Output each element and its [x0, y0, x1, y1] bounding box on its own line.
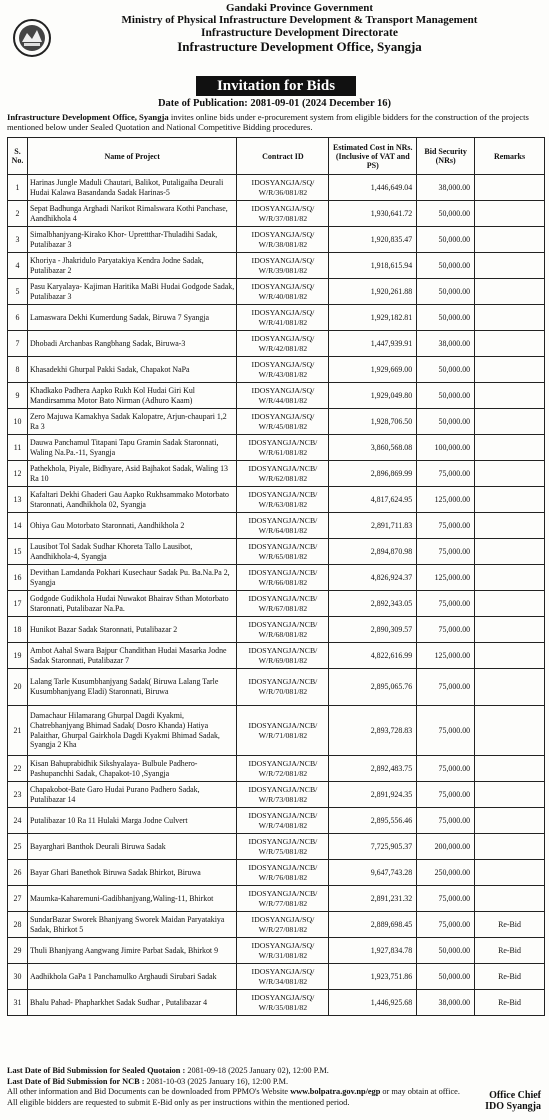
table-row	[8, 782, 545, 808]
cell-estimated-cost: 1,918,615.94	[329, 253, 417, 279]
notice-title-banner: Invitation for Bids	[196, 76, 356, 96]
cell-estimated-cost: 2,892,343.05	[329, 591, 417, 617]
cell-project-name: Aadhikhola GaPa 1 Panchamulko Arghaudi Sirubari Sadak	[27, 964, 236, 990]
ministry-name: Ministry of Physical Infrastructure Development & Transport Management	[121, 14, 478, 27]
cell-estimated-cost: 1,920,835.47	[329, 227, 417, 253]
download-info-text: All other information and Bid Documents can be downloaded from PPMO's Website	[7, 1087, 291, 1096]
table-row	[8, 279, 545, 305]
cell-remarks: Re-Bid	[475, 938, 545, 964]
table-row	[8, 227, 545, 253]
cell-remarks	[475, 175, 545, 201]
cell-project-name: SundarBazar Sworek Bhanjyang Sworek Maidan Paryatakiya Sadak, Bhirkot 5	[27, 912, 236, 938]
cell-estimated-cost: 1,929,669.00	[329, 357, 417, 383]
table-row	[8, 990, 545, 1016]
table-row	[8, 912, 545, 938]
cell-bid-security: 75,000.00	[417, 756, 475, 782]
cell-remarks	[475, 227, 545, 253]
table-row	[8, 886, 545, 912]
egp-website-link[interactable]: www.bolpatra.gov.np/egp	[290, 1087, 381, 1096]
signatory-title: Office Chief	[489, 1090, 541, 1101]
cell-estimated-cost: 2,891,924.35	[329, 782, 417, 808]
cell-remarks	[475, 383, 545, 409]
cell-estimated-cost: 1,929,049.80	[329, 383, 417, 409]
cell-bid-security: 38,000.00	[417, 175, 475, 201]
sq-deadline-label: Last Date of Bid Submission for Sealed Quotaion :	[7, 1066, 186, 1075]
cell-sno: 12	[8, 461, 28, 487]
cell-estimated-cost: 2,895,065.76	[329, 669, 417, 706]
table-row	[8, 409, 545, 435]
cell-estimated-cost: 7,725,905.37	[329, 834, 417, 860]
table-row	[8, 964, 545, 990]
cell-contract-id: IDOSYANGJA/NCB/ W/R/69/081/82	[237, 643, 329, 669]
cell-bid-security: 50,000.00	[417, 227, 475, 253]
cell-contract-id: IDOSYANGJA/NCB/ W/R/70/081/82	[237, 669, 329, 706]
cell-project-name: Khasadekhi Ghurpal Pakki Sadak, Chapakot NaPa	[27, 357, 236, 383]
cell-sno: 22	[8, 756, 28, 782]
signature-block	[485, 1090, 541, 1112]
header-contract-id: Contract ID	[237, 138, 329, 175]
cell-bid-security: 75,000.00	[417, 912, 475, 938]
cell-remarks	[475, 279, 545, 305]
intro-paragraph	[7, 112, 545, 132]
cell-remarks	[475, 435, 545, 461]
cell-contract-id: IDOSYANGJA/SQ/ W/R/45/081/82	[237, 409, 329, 435]
footer-notes	[7, 1066, 545, 1108]
table-row	[8, 643, 545, 669]
cell-bid-security: 50,000.00	[417, 201, 475, 227]
cell-remarks	[475, 669, 545, 706]
table-row	[8, 706, 545, 756]
cell-sno: 11	[8, 435, 28, 461]
cell-remarks	[475, 487, 545, 513]
cell-remarks	[475, 860, 545, 886]
cell-project-name: Godgode Gudikhola Hudai Nuwakot Bhairav Sthan Motorbato Staronnati, Putalibazar Na.Pa.	[27, 591, 236, 617]
table-row	[8, 253, 545, 279]
cell-remarks	[475, 591, 545, 617]
cell-sno: 30	[8, 964, 28, 990]
table-row	[8, 808, 545, 834]
cell-bid-security: 100,000.00	[417, 435, 475, 461]
cell-project-name: Simalbhanjyang-Kirako Khor- Uprettthar-Thuladihi Sadak, Putalibazar 3	[27, 227, 236, 253]
cell-estimated-cost: 9,647,743.28	[329, 860, 417, 886]
ncb-deadline-value: 2081-10-03 (2025 January 16), 12:00 P.M.	[144, 1076, 289, 1086]
cell-sno: 14	[8, 513, 28, 539]
cell-sno: 28	[8, 912, 28, 938]
table-row	[8, 175, 545, 201]
cell-estimated-cost: 1,920,261.88	[329, 279, 417, 305]
cell-remarks	[475, 834, 545, 860]
cell-remarks: Re-Bid	[475, 964, 545, 990]
cell-contract-id: IDOSYANGJA/SQ/ W/R/37/081/82	[237, 201, 329, 227]
table-row	[8, 669, 545, 706]
table-row	[8, 435, 545, 461]
download-info-suffix: or may obtain at office.	[380, 1087, 460, 1096]
cell-project-name: Dhobadi Archanbas Rangbhang Sadak, Biruwa-3	[27, 331, 236, 357]
cell-remarks	[475, 539, 545, 565]
cell-bid-security: 75,000.00	[417, 617, 475, 643]
cell-contract-id: IDOSYANGJA/NCB/ W/R/76/081/82	[237, 860, 329, 886]
cell-estimated-cost: 4,826,924.37	[329, 565, 417, 591]
cell-remarks	[475, 409, 545, 435]
table-row	[8, 461, 545, 487]
government-name: Gandaki Province Government	[225, 2, 374, 14]
cell-project-name: Damachaur Hilamarang Ghurpal Dagdi Kyakmi, Chatrebhanjyang Bhimad Sadak( Dosro Khanda) Hatiya Palaithar, Ghurpal Gairkhola Dagdi Kyakmi Bhimad Sadak, Syangja 2 Kha	[27, 706, 236, 756]
cell-remarks: Re-Bid	[475, 990, 545, 1016]
cell-sno: 6	[8, 305, 28, 331]
cell-remarks	[475, 565, 545, 591]
cell-bid-security: 125,000.00	[417, 487, 475, 513]
header-project-name: Name of Project	[27, 138, 236, 175]
cell-estimated-cost: 2,891,711.83	[329, 513, 417, 539]
cell-contract-id: IDOSYANGJA/SQ/ W/R/36/081/82	[237, 175, 329, 201]
cell-project-name: Khoriya - Jhakridulo Paryatakiya Kendra Jodne Sadak, Putalibazar 2	[27, 253, 236, 279]
cell-bid-security: 75,000.00	[417, 461, 475, 487]
cell-bid-security: 75,000.00	[417, 886, 475, 912]
cell-sno: 2	[8, 201, 28, 227]
cell-sno: 13	[8, 487, 28, 513]
cell-sno: 23	[8, 782, 28, 808]
table-row	[8, 860, 545, 886]
cell-remarks	[475, 756, 545, 782]
sq-deadline-value: 2081-09-18 (2025 January 02), 12:00 P.M.	[185, 1066, 329, 1075]
cell-remarks	[475, 782, 545, 808]
cell-project-name: Bayar Ghari Banethok Biruwa Sadak Bhirkot, Biruwa	[27, 860, 236, 886]
cell-contract-id: IDOSYANGJA/NCB/ W/R/75/081/82	[237, 834, 329, 860]
cell-contract-id: IDOSYANGJA/SQ/ W/R/38/081/82	[237, 227, 329, 253]
cell-contract-id: IDOSYANGJA/NCB/ W/R/63/081/82	[237, 487, 329, 513]
cell-contract-id: IDOSYANGJA/NCB/ W/R/62/081/82	[237, 461, 329, 487]
publication-date: Date of Publication: 2081-09-01 (2024 December 16)	[157, 98, 392, 109]
cell-sno: 31	[8, 990, 28, 1016]
cell-project-name: Bhalu Pahad- Phapharkhet Sadak Sudhar , Putalibazar 4	[27, 990, 236, 1016]
cell-project-name: Chapakobot-Bate Garo Hudai Purano Padhero Sadak, Putalibazar 14	[27, 782, 236, 808]
cell-sno: 10	[8, 409, 28, 435]
cell-project-name: Kisan Bahuprabidhik Sikshyalaya- Bulbule Padhero-Pashupanchhi Sadak, Chapakot-10 ,Syangja	[27, 756, 236, 782]
cell-estimated-cost: 3,860,568.08	[329, 435, 417, 461]
cell-estimated-cost: 1,930,641.72	[329, 201, 417, 227]
cell-estimated-cost: 1,929,182.81	[329, 305, 417, 331]
cell-bid-security: 75,000.00	[417, 782, 475, 808]
cell-estimated-cost: 2,891,231.32	[329, 886, 417, 912]
cell-estimated-cost: 2,889,698.45	[329, 912, 417, 938]
cell-bid-security: 75,000.00	[417, 539, 475, 565]
table-row	[8, 617, 545, 643]
intro-organization: Infrastructure Development Office, Syangja	[7, 112, 169, 122]
cell-estimated-cost: 1,923,751.86	[329, 964, 417, 990]
cell-remarks	[475, 253, 545, 279]
table-header-row	[8, 138, 545, 175]
cell-sno: 4	[8, 253, 28, 279]
cell-remarks: Re-Bid	[475, 912, 545, 938]
cell-remarks	[475, 305, 545, 331]
table-row	[8, 331, 545, 357]
cell-sno: 27	[8, 886, 28, 912]
signatory-office: IDO Syangja	[485, 1101, 541, 1112]
table-row	[8, 487, 545, 513]
cell-estimated-cost: 4,817,624.95	[329, 487, 417, 513]
cell-estimated-cost: 4,822,616.99	[329, 643, 417, 669]
projects-table	[7, 137, 545, 1016]
cell-bid-security: 125,000.00	[417, 643, 475, 669]
cell-contract-id: IDOSYANGJA/SQ/ W/R/40/081/82	[237, 279, 329, 305]
cell-estimated-cost: 1,928,706.50	[329, 409, 417, 435]
cell-project-name: Thuli Bhanjyang Aangwang Jimire Parbat Sadak, Bhirkot 9	[27, 938, 236, 964]
cell-contract-id: IDOSYANGJA/NCB/ W/R/68/081/82	[237, 617, 329, 643]
cell-estimated-cost: 1,446,649.04	[329, 175, 417, 201]
cell-bid-security: 50,000.00	[417, 383, 475, 409]
cell-project-name: Ambot Aahal Swara Bajpur Chandithan Hudai Masarka Jodne Sadak Staronnati, Putalibazar 7	[27, 643, 236, 669]
cell-estimated-cost: 2,892,483.75	[329, 756, 417, 782]
cell-bid-security: 75,000.00	[417, 706, 475, 756]
cell-sno: 8	[8, 357, 28, 383]
cell-project-name: Lalang Tarle Kusumbhanjyang Sadak( Biruwa Lalang Tarle Kusumbhanjyang Eladi) Staronnati, Biruwa	[27, 669, 236, 706]
cell-contract-id: IDOSYANGJA/NCB/ W/R/77/081/82	[237, 886, 329, 912]
government-emblem-logo	[12, 18, 52, 58]
cell-contract-id: IDOSYANGJA/NCB/ W/R/71/081/82	[237, 706, 329, 756]
cell-sno: 15	[8, 539, 28, 565]
cell-contract-id: IDOSYANGJA/NCB/ W/R/74/081/82	[237, 808, 329, 834]
cell-project-name: Bayarghari Banthok Deurali Biruwa Sadak	[27, 834, 236, 860]
cell-bid-security: 250,000.00	[417, 860, 475, 886]
cell-bid-security: 125,000.00	[417, 565, 475, 591]
cell-bid-security: 200,000.00	[417, 834, 475, 860]
table-row	[8, 938, 545, 964]
cell-bid-security: 50,000.00	[417, 305, 475, 331]
cell-remarks	[475, 331, 545, 357]
cell-estimated-cost: 2,896,869.99	[329, 461, 417, 487]
table-row	[8, 383, 545, 409]
cell-bid-security: 38,000.00	[417, 990, 475, 1016]
cell-contract-id: IDOSYANGJA/NCB/ W/R/64/081/82	[237, 513, 329, 539]
cell-project-name: Maumka-Kaharemuni-Gadibhanjyang,Waling-11, Bhirkot	[27, 886, 236, 912]
cell-bid-security: 38,000.00	[417, 331, 475, 357]
cell-project-name: Dauwa Panchamul Titapani Tapu Gramin Sadak Staronnati, Waling Na.Pa.-11, Syangja	[27, 435, 236, 461]
cell-estimated-cost: 1,927,834.78	[329, 938, 417, 964]
cell-bid-security: 50,000.00	[417, 279, 475, 305]
table-row	[8, 756, 545, 782]
cell-project-name: Lamaswara Dekhi Kumerdung Sadak, Biruwa 7 Syangja	[27, 305, 236, 331]
download-info	[7, 1087, 545, 1098]
cell-contract-id: IDOSYANGJA/SQ/ W/R/31/081/82	[237, 938, 329, 964]
cell-contract-id: IDOSYANGJA/SQ/ W/R/44/081/82	[237, 383, 329, 409]
cell-contract-id: IDOSYANGJA/NCB/ W/R/72/081/82	[237, 756, 329, 782]
cell-remarks	[475, 886, 545, 912]
cell-project-name: Harinas Jungle Maduli Chautari, Balikot, Putaligaiha Deurali Hudai Kalawa Basandanda Sadak Harinas-5	[27, 175, 236, 201]
cell-contract-id: IDOSYANGJA/NCB/ W/R/67/081/82	[237, 591, 329, 617]
cell-project-name: Pathekhola, Piyale, Bidhyare, Asid Bajhakot Sadak, Waling 13 Ra 10	[27, 461, 236, 487]
letterhead	[60, 2, 539, 54]
cell-contract-id: IDOSYANGJA/SQ/ W/R/34/081/82	[237, 964, 329, 990]
cell-sno: 9	[8, 383, 28, 409]
cell-bid-security: 75,000.00	[417, 591, 475, 617]
table-row	[8, 591, 545, 617]
table-row	[8, 305, 545, 331]
cell-contract-id: IDOSYANGJA/SQ/ W/R/27/081/82	[237, 912, 329, 938]
cell-remarks	[475, 706, 545, 756]
cell-contract-id: IDOSYANGJA/NCB/ W/R/65/081/82	[237, 539, 329, 565]
cell-sno: 29	[8, 938, 28, 964]
cell-project-name: Putalibazar 10 Ra 11 Hulaki Marga Jodne Culvert	[27, 808, 236, 834]
cell-remarks	[475, 808, 545, 834]
cell-contract-id: IDOSYANGJA/SQ/ W/R/42/081/82	[237, 331, 329, 357]
directorate-name: Infrastructure Development Directorate	[201, 26, 398, 39]
cell-estimated-cost: 1,447,939.91	[329, 331, 417, 357]
cell-remarks	[475, 461, 545, 487]
cell-estimated-cost: 1,446,925.68	[329, 990, 417, 1016]
cell-project-name: Lausibot Tol Sadak Sudhar Khoreta Tallo Lausibot, Aandhikhola-4, Syangja	[27, 539, 236, 565]
cell-project-name: Devithan Lamdanda Pokhari Kusechaur Sadak Pu. Ba.Na.Pa 2, Syangja	[27, 565, 236, 591]
cell-contract-id: IDOSYANGJA/SQ/ W/R/43/081/82	[237, 357, 329, 383]
cell-project-name: Pasu Karyalaya- Kajiman Haritika MaBi Hudai Godgode Sadak, Putalibazar 3	[27, 279, 236, 305]
cell-bid-security: 75,000.00	[417, 513, 475, 539]
cell-sno: 18	[8, 617, 28, 643]
cell-contract-id: IDOSYANGJA/SQ/ W/R/39/081/82	[237, 253, 329, 279]
cell-estimated-cost: 2,890,309.57	[329, 617, 417, 643]
cell-remarks	[475, 513, 545, 539]
cell-remarks	[475, 357, 545, 383]
cell-project-name: Zero Majuwa Kamakhya Sadak Kalopatre, Arjun-chaupari 1,2 Ra 3	[27, 409, 236, 435]
cell-remarks	[475, 201, 545, 227]
cell-sno: 21	[8, 706, 28, 756]
ncb-deadline	[7, 1077, 545, 1088]
cell-sno: 16	[8, 565, 28, 591]
cell-project-name: Hunikot Bazar Sadak Staronnati, Putalibazar 2	[27, 617, 236, 643]
cell-sno: 1	[8, 175, 28, 201]
cell-sno: 5	[8, 279, 28, 305]
ncb-deadline-label: Last Date of Bid Submission for NCB :	[7, 1076, 145, 1086]
table-row	[8, 834, 545, 860]
cell-sno: 26	[8, 860, 28, 886]
cell-contract-id: IDOSYANGJA/SQ/ W/R/35/081/82	[237, 990, 329, 1016]
cell-estimated-cost: 2,893,728.83	[329, 706, 417, 756]
cell-contract-id: IDOSYANGJA/NCB/ W/R/61/081/82	[237, 435, 329, 461]
cell-estimated-cost: 2,895,556.46	[329, 808, 417, 834]
cell-project-name: Kafaltari Dekhi Ghaderi Gau Aapko Rukhsammako Motorbato Staronnati, Aandhikhola 02, Syangja	[27, 487, 236, 513]
cell-sno: 19	[8, 643, 28, 669]
table-row	[8, 539, 545, 565]
cell-project-name: Khadkako Padhera Aapko Rukh Kol Hudai Giri Kul Mandirsamma Motor Bato Nirman (Adhuro Kaam)	[27, 383, 236, 409]
cell-sno: 24	[8, 808, 28, 834]
header-sno: S. No.	[8, 138, 28, 175]
header-estimated-cost: Estimated Cost in NRs. (Inclusive of VAT and PS)	[329, 138, 417, 175]
cell-bid-security: 75,000.00	[417, 669, 475, 706]
sq-deadline	[7, 1066, 545, 1077]
table-row	[8, 565, 545, 591]
cell-bid-security: 50,000.00	[417, 938, 475, 964]
cell-contract-id: IDOSYANGJA/SQ/ W/R/41/081/82	[237, 305, 329, 331]
table-row	[8, 201, 545, 227]
office-name: Infrastructure Development Office, Syangja	[177, 38, 422, 54]
table-row	[8, 513, 545, 539]
table-body	[8, 175, 545, 1016]
cell-bid-security: 50,000.00	[417, 409, 475, 435]
cell-bid-security: 50,000.00	[417, 964, 475, 990]
header-bid-security: Bid Security (NRs)	[417, 138, 475, 175]
cell-contract-id: IDOSYANGJA/NCB/ W/R/66/081/82	[237, 565, 329, 591]
cell-bid-security: 50,000.00	[417, 253, 475, 279]
cell-contract-id: IDOSYANGJA/NCB/ W/R/73/081/82	[237, 782, 329, 808]
cell-remarks	[475, 643, 545, 669]
cell-estimated-cost: 2,894,870.98	[329, 539, 417, 565]
cell-remarks	[475, 617, 545, 643]
table-row	[8, 357, 545, 383]
cell-bid-security: 50,000.00	[417, 357, 475, 383]
cell-sno: 3	[8, 227, 28, 253]
cell-project-name: Ohiya Gau Motorbato Staronnati, Aandhikhola 2	[27, 513, 236, 539]
cell-sno: 25	[8, 834, 28, 860]
header-remarks: Remarks	[475, 138, 545, 175]
submission-instruction: All eligible bidders are requested to submit E-Bid only as per instructions within the mentioned period.	[7, 1097, 350, 1107]
cell-sno: 20	[8, 669, 28, 706]
cell-bid-security: 75,000.00	[417, 808, 475, 834]
cell-sno: 7	[8, 331, 28, 357]
intro-text: invites online bids under e-procurement system from eligible bidders for the construction of the projects mentioned below under Sealed Quotation and National Competitive Bidding procedures.	[7, 112, 529, 132]
cell-project-name: Sepat Badhunga Arghadi Narikot Rimalswara Kothi Panchase, Aandhikhola 4	[27, 201, 236, 227]
cell-sno: 17	[8, 591, 28, 617]
